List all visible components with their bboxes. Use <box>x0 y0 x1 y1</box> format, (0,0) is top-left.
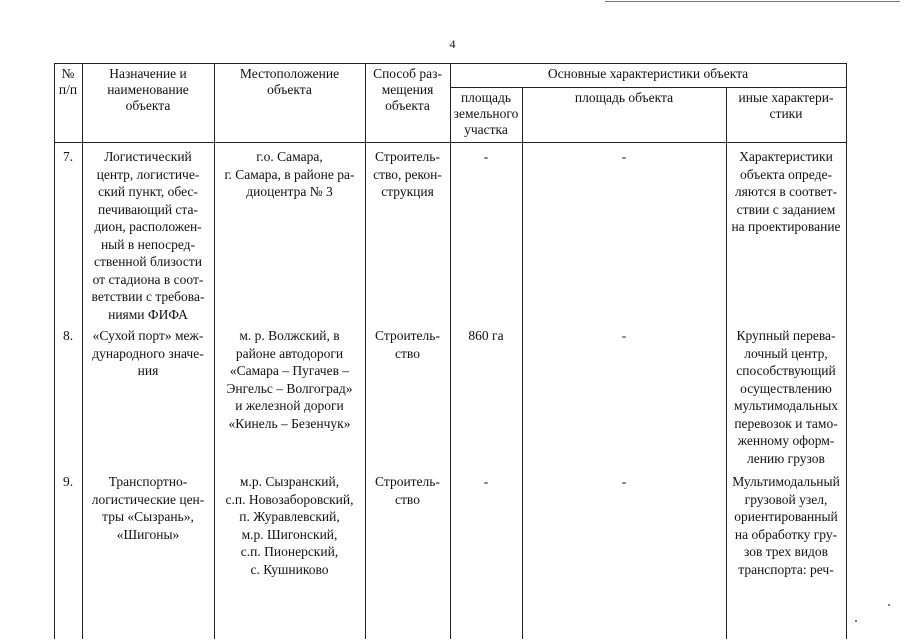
objects-table <box>54 63 847 639</box>
row-object-area: - <box>621 149 627 164</box>
scan-edge-line <box>605 1 900 2</box>
column-rule <box>522 87 523 639</box>
row-object-area: - <box>621 328 627 343</box>
row-method: Строитель- ство, рекон- струкция <box>373 149 442 199</box>
row-number: 8. <box>62 328 74 343</box>
row-other: Характеристики объекта опреде- ляются в соответ- ствии с заданием на проектирование <box>731 149 841 234</box>
row-number: 7. <box>62 149 74 164</box>
row-other: Мультимодальный грузовой узел, ориентированный на обработку гру- зов трех видов транспорта: реч- <box>732 474 840 577</box>
header-other-characteristics: иные характери- стики <box>738 90 834 121</box>
row-land-area: - <box>483 149 489 164</box>
header-purpose: Назначение и наименование объекта <box>107 66 189 113</box>
row-number: 9. <box>62 474 74 489</box>
row-purpose: Транспортно- логистические цен- тры «Сызрань», «Шигоны» <box>91 474 205 542</box>
page-number: 4 <box>449 37 456 51</box>
header-num: № п/п <box>58 66 78 97</box>
scan-speck <box>855 620 857 622</box>
row-location: м.р. Сызранский, с.п. Новозаборовский, п. Журавлевский, м.р. Шигонский, с.п. Пионерский, с. Кушниково <box>225 474 354 577</box>
header-main-characteristics: Основные характеристики объекта <box>547 66 749 81</box>
header-object-area: площадь объекта <box>574 90 674 105</box>
row-location: м. р. Волжский, в районе автодороги «Самара – Пугачев – Энгельс – Волгоград» и железной дороги «Кинель – Безенчук» <box>226 328 353 431</box>
row-purpose: «Сухой порт» меж- дународного значе- ния <box>92 328 204 378</box>
table-border <box>54 63 847 64</box>
header-bottom-rule <box>54 142 847 143</box>
scan-speck <box>888 604 890 606</box>
row-method: Строитель- ство <box>375 328 440 361</box>
header-method: Способ раз- мещения объекта <box>373 66 442 113</box>
row-purpose: Логистический центр, логистиче- ский пункт, обес- печивающий ста- дион, расположен- ный в непосред- ственной близости от стадиона в соот- ветствии с требова- ниями ФИФА <box>91 149 205 322</box>
header-land-area: площадь земельного участка <box>453 90 519 137</box>
row-land-area: 860 га <box>468 328 504 343</box>
row-method: Строитель- ство <box>375 474 440 507</box>
row-other: Крупный перева- лочный центр, способствующий осуществлению мультимодальных перевозок и тамо- женному оформ- лению грузов <box>733 328 839 466</box>
header-subrule <box>450 87 847 88</box>
header-location: Местоположение объекта <box>239 66 340 97</box>
row-land-area: - <box>483 474 489 489</box>
row-location: г.о. Самара, г. Самара, в районе ра- диоцентра № 3 <box>224 149 355 199</box>
table-border <box>846 63 847 639</box>
row-object-area: - <box>621 474 627 489</box>
